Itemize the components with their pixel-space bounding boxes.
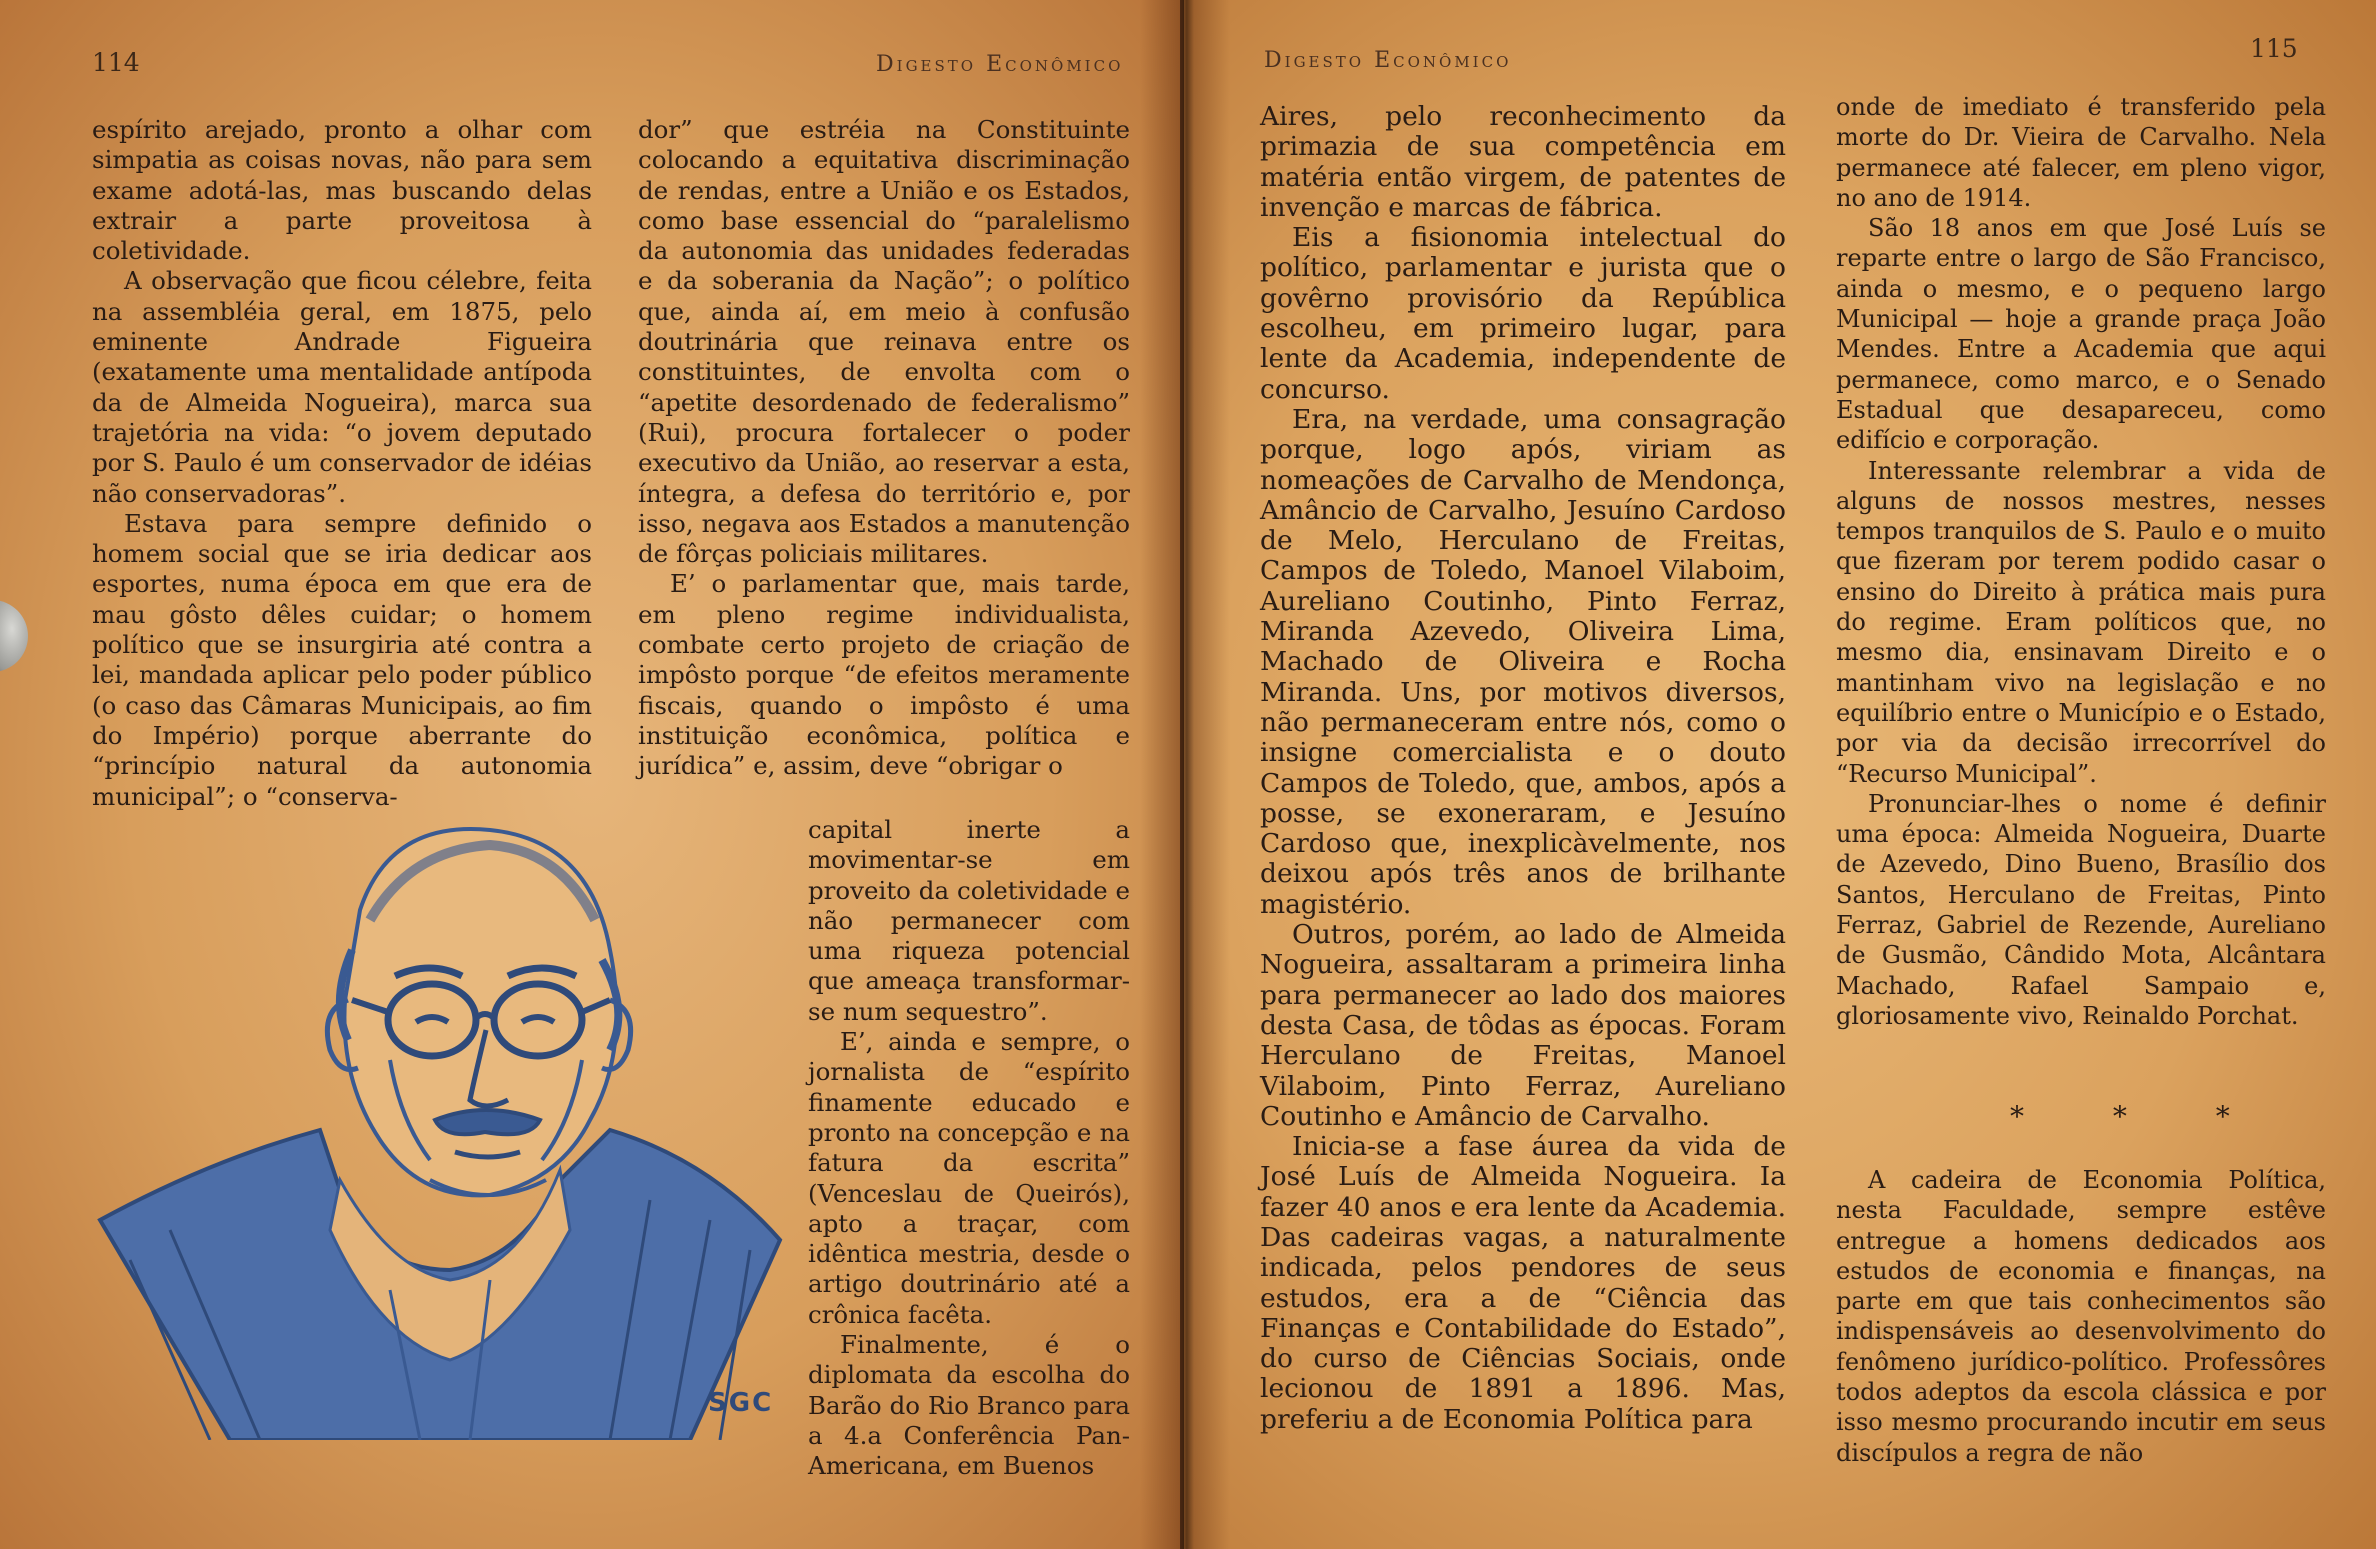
paragraph: Aires, pelo reconhecimento da primazia de sua competência em matéria então virgem, de patentes de invenção e marcas de fábrica.	[1260, 101, 1786, 223]
page-number-left: 114	[92, 48, 140, 77]
right-page	[1184, 0, 2376, 1549]
left-page	[0, 0, 1180, 1549]
running-head-right: Digesto Econômico	[1264, 48, 1512, 73]
binder-clip	[0, 600, 28, 672]
page-number-right: 115	[2250, 34, 2298, 63]
paragraph: Era, na verdade, uma consagração porque, logo após, viriam as nomeações de Carvalho de Mendonça, Amâncio de Carvalho, Jesuíno Cardoso de Melo, Herculano de Freitas, Campos de Toledo, Manoel Vilaboim, Aureliano Coutinho, Pinto Ferraz, Miranda Azevedo, Oliveira Lima, Machado de Oliveira e Rocha Miranda. Uns, por motivos diversos, não permaneceram entre nós, como o insigne comercialista e o douto Campos de Toledo, que, ambos, após a posse, se exoneraram, e Jesuíno Cardoso que, inexplicàvelmente, nos deixou após três anos de brilhante magistério.	[1260, 403, 1786, 920]
paragraph: Interessante relembrar a vida de alguns de nossos mestres, nesses tempos tranquilos de S. Paulo e o muito que fizeram por terem podido casar o ensino do Direito à prática mais pura do regime. Eram políticos que, no mesmo dia, ensinavam Direito e o mantinham vivo na legislação e no equilíbrio entre o Município e o Estado, por via da decisão irrecorrível do “Recurso Municipal”.	[1836, 456, 2326, 788]
paragraph: capital inerte a movimentar-se em proveito da coletividade e não permanecer com uma riqueza potencial que ameaça transformar-se num sequestro”.	[808, 815, 1130, 1026]
paragraph: A cadeira de Economia Política, nesta Faculdade, sempre estêve entregue a homens dedicados aos estudos de economia e finanças, na parte em que tais conhecimentos são indispensáveis ao desenvolvimento do fenômeno jurídico-político. Professôres todos adeptos da escola clássica e por isso mesmo procurando incutir em seus discípulos a regra de não	[1836, 1166, 2326, 1467]
paragraph: Eis a fisionomia intelectual do político, parlamentar e jurista que o govêrno provisório da República escolheu, em primeiro lugar, para lente da Academia, independente de concurso.	[1260, 222, 1786, 405]
right-column-2-continued	[1836, 1165, 2326, 1468]
portrait-illustration	[90, 800, 790, 1440]
paragraph: dor” que estréia na Constituinte colocando a equitativa discriminação de rendas, entre a União e os Estados, como base essencial do “paralelismo da autonomia das unidades federadas e da soberania da Nação”; o político que, ainda aí, em meio à confusão doutrinária que reinava entre os constituintes, de envolta com o “apetite desordenado de federalismo” (Rui), procura fortalecer o poder executivo da União, ao reservar a esta, íntegra, a defesa do território e, por isso, negava aos Estados a manutenção de fôrças policiais militares.	[638, 115, 1130, 569]
paragraph: Outros, porém, ao lado de Almeida Nogueira, assaltaram a primeira linha para permanecer ao lado dos maiores desta Casa, de tôdas as épocas. Foram Herculano de Freitas, Manoel Vilaboim, Pinto Ferraz, Aureliano Coutinho e Amâncio de Carvalho.	[1260, 919, 1786, 1132]
paragraph: São 18 anos em que José Luís se reparte entre o largo de São Francisco, ainda o mesmo, e o pequeno largo Municipal — hoje a grande praça João Mendes. Entre a Academia que aqui permanece, como marco, e o Senado Estadual que desapareceu, como edifício e corporação.	[1836, 214, 2326, 455]
paragraph: Pronunciar-lhes o nome é definir uma época: Almeida Nogueira, Duarte de Azevedo, Dino Bueno, Brasílio dos Santos, Herculano de Freitas, Pinto Ferraz, Gabriel de Rezende, Aureliano de Gusmão, Cândido Mota, Alcântara Machado, Rafael Sampaio e, gloriosamente vivo, Reinaldo Porchat.	[1836, 789, 2326, 1030]
left-column-1	[92, 115, 592, 812]
right-column-2	[1836, 92, 2326, 1031]
portrait-signature: SGC	[708, 1388, 774, 1418]
paragraph: A observação que ficou célebre, feita na assembléia geral, em 1875, pelo eminente Andrade Figueira (exatamente uma mentalidade antípoda da de Almeida Nogueira), marca sua trajetória na vida: “o jovem deputado por S. Paulo é um conservador de idéias não conservadoras”.	[92, 266, 592, 508]
paragraph: Finalmente, é o diplomata da escolha do Barão do Rio Branco para a 4.a Conferência Pan-Americana, em Buenos	[808, 1330, 1130, 1481]
paragraph: Estava para sempre definido o homem social que se iria dedicar aos esportes, numa época em que era de mau gôsto dêles cuidar; o homem político que se insurgiria até contra a lei, mandada aplicar pelo poder público (o caso das Câmaras Municipais, ao fim do Império) porque aberrante do “princípio natural da autonomia municipal”; o “conserva-	[92, 508, 592, 811]
right-column-1	[1260, 102, 1786, 1435]
paragraph: onde de imediato é transferido pela morte do Dr. Vieira de Carvalho. Nela permanece até falecer, em pleno vigor, no ano de 1914.	[1836, 93, 2326, 212]
left-column-2-narrow	[808, 815, 1130, 1482]
section-separator: * * *	[2010, 1100, 2270, 1133]
paragraph: Inicia-se a fase áurea da vida de José Luís de Almeida Nogueira. Ia fazer 40 anos e era lente da Academia. Das cadeiras vagas, a naturalmente indicada, pelos pendores de seus estudos, era a de “Ciência das Finanças e Contabilidade do Estado”, do curso de Ciências Sociais, onde lecionou de 1891 a 1896. Mas, preferiu a de Economia Política para	[1260, 1131, 1786, 1435]
paragraph: E’, ainda e sempre, o jornalista de “espírito finamente educado e pronto na concepção e na fatura da escrita” (Venceslau de Queirós), apto a traçar, com idêntica mestria, desde o artigo doutrinário até a crônica facêta.	[808, 1027, 1130, 1329]
paragraph: E’ o parlamentar que, mais tarde, em pleno regime individualista, combate certo projeto de criação de impôsto porque “de efeitos meramente fiscais, quando o impôsto é uma instituição econômica, política e jurídica” e, assim, deve “obrigar o	[638, 569, 1130, 781]
paragraph: espírito arejado, pronto a olhar com simpatia as coisas novas, não para sem exame adotá-las, mas buscando delas extrair a parte proveitosa à coletividade.	[92, 115, 592, 266]
running-head-left: Digesto Econômico	[876, 52, 1124, 77]
left-column-2	[638, 115, 1130, 782]
